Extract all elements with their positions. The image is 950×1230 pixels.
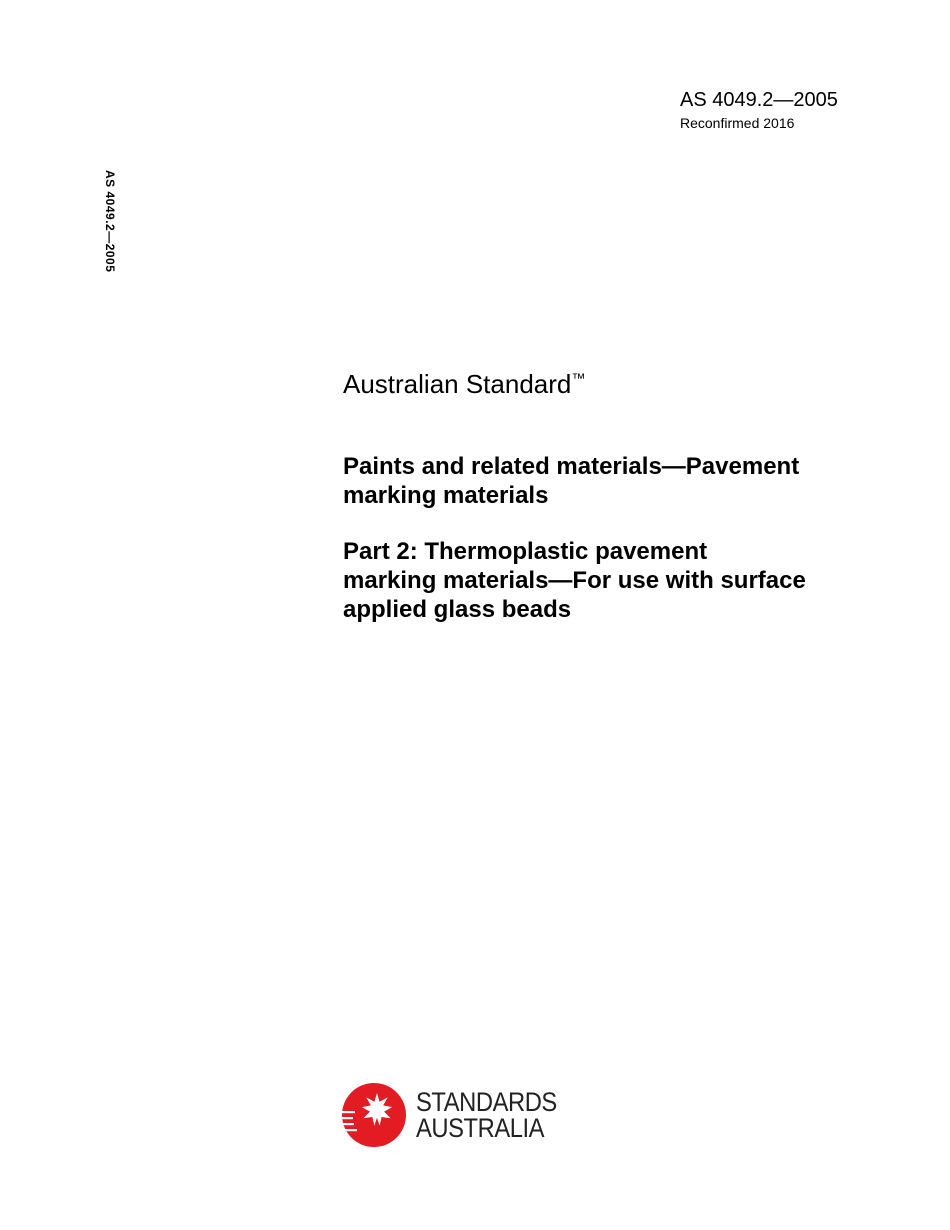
title-line-1: Paints and related materials—Pavement: [343, 453, 800, 480]
trademark-symbol: ™: [571, 370, 586, 386]
logo-line-1: STANDARDS: [416, 1087, 557, 1117]
part-line-2: marking materials—For use with surface: [343, 567, 806, 594]
standard-title: [343, 452, 863, 510]
series-text: Australian Standard: [343, 369, 572, 399]
reconfirmed-note: Reconfirmed 2016: [680, 115, 795, 131]
logo-wordmark: [416, 1089, 557, 1141]
standards-australia-logo: [341, 1082, 576, 1148]
part-title: [343, 537, 863, 624]
part-line-1: Part 2: Thermoplastic pavement: [343, 538, 708, 565]
logo-line-2: AUSTRALIA: [416, 1113, 545, 1143]
spine-label: AS 4049.2—2005: [103, 170, 117, 273]
standards-australia-emblem-icon: [341, 1082, 407, 1148]
part-line-3: applied glass beads: [343, 596, 572, 623]
title-line-2: marking materials: [343, 482, 549, 509]
document-number: AS 4049.2—2005: [680, 89, 838, 111]
series-name: [343, 362, 585, 400]
